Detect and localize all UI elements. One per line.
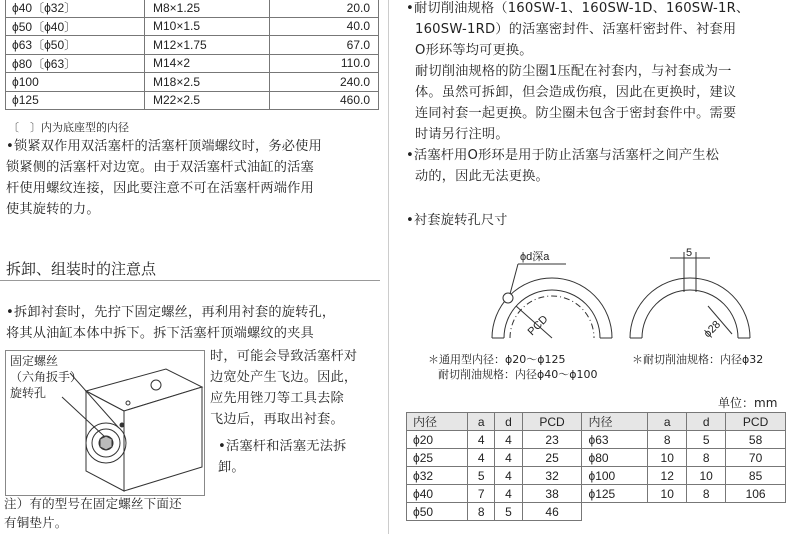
table-cell: 85 (726, 467, 786, 485)
text-line: 体。虽然可拆卸，但会造成伤痕，因此在更换时，建议 (415, 85, 737, 100)
table-header-cell: d (495, 413, 522, 431)
bushing-diagram-general (492, 250, 612, 338)
text-line: 有铜垫片。 (4, 515, 68, 530)
table-cell: 25 (522, 449, 582, 467)
table-cell: 8 (648, 431, 687, 449)
table-cell: 106 (726, 485, 786, 503)
table-row (6, 0, 379, 17)
table-cell: 32 (522, 467, 582, 485)
text-line: •活塞杆用O形环是用于防止活塞与活塞杆之间产生松 (406, 148, 720, 163)
diagram-label-diameter: ϕ28 (701, 318, 724, 341)
table-cell: 58 (726, 431, 786, 449)
unit-label: 单位：mm (718, 396, 778, 410)
table-row (6, 73, 379, 92)
table-cell: 4 (495, 485, 522, 503)
section-divider (0, 280, 380, 281)
caption-general (428, 352, 598, 382)
table-header-cell: PCD (726, 413, 786, 431)
table-row (6, 54, 379, 73)
table-cell (582, 503, 648, 521)
bushing-diagrams (470, 244, 790, 354)
table-header-cell: a (468, 413, 495, 431)
text-line: 将其从油缸本体中拆下。拆下活塞杆顶端螺纹的夹具 (6, 326, 314, 341)
text-line: 使其旋转的力。 (6, 202, 100, 217)
table-row (6, 36, 379, 55)
text-line: 锁紧侧的活塞杆对边宽。由于双活塞杆式油缸的活塞 (6, 160, 314, 175)
table-cell: ϕ63〔ϕ50〕 (6, 36, 145, 55)
table-row (407, 467, 786, 485)
table-cell: 5 (495, 503, 522, 521)
table-cell: 4 (495, 449, 522, 467)
table-row (6, 17, 379, 36)
table-cell: 5 (468, 467, 495, 485)
table-cell: ϕ50 (407, 503, 468, 521)
text-line: 耐切削油规格的防尘圈1压配在衬套内，与衬套成为一 (415, 64, 732, 79)
bushing-diagram-oilproof (630, 247, 750, 340)
table-cell: 10 (648, 485, 687, 503)
table-cell: 10 (648, 449, 687, 467)
table-cell (726, 503, 786, 521)
table-row (407, 431, 786, 449)
table-cell: M8×1.25 (145, 0, 270, 17)
table-cell: 4 (495, 431, 522, 449)
diagram-label-width: 5 (686, 247, 693, 259)
table-cell: 7 (468, 485, 495, 503)
thread-table-footnote: 〔 〕内为底座型的内径 (8, 121, 129, 134)
rotation-hole-label: 旋转孔 (10, 386, 47, 400)
table-cell: ϕ100 (6, 73, 145, 92)
disassembly-note-cont (210, 346, 357, 430)
text-line: 注）有的型号在固定螺丝下面还 (4, 496, 182, 511)
bushing-dimension-table (406, 412, 786, 521)
table-cell: M22×2.5 (145, 91, 270, 110)
section-title: 拆卸、组装时的注意点 (6, 260, 157, 278)
figure-labels (10, 353, 82, 401)
table-header-cell: 内径 (582, 413, 648, 431)
table-cell: 10 (687, 467, 726, 485)
table-cell: 4 (468, 431, 495, 449)
table-header-cell: PCD (522, 413, 582, 431)
table-row (407, 503, 786, 521)
table-cell: ϕ50〔ϕ40〕 (6, 17, 145, 36)
table-cell: M10×1.5 (145, 17, 270, 36)
table-header-cell: a (648, 413, 687, 431)
table-cell: 8 (687, 449, 726, 467)
table-cell: ϕ125 (6, 91, 145, 110)
washer-note (4, 494, 182, 532)
text-line: 杆使用螺纹连接，因此要注意不可在活塞杆两端作用 (6, 181, 314, 196)
text-line: 160SW-1RD）的活塞密封件、活塞杆密封件、衬套用 (415, 22, 737, 37)
text-line: 连同衬套一起更换。防尘圈未包含于密封套件中。需要 (415, 106, 737, 121)
text-line: 卸。 (218, 460, 245, 475)
rod-piston-note (218, 436, 346, 478)
table-cell: 40.0 (270, 17, 379, 36)
table-cell: 20.0 (270, 0, 379, 17)
text-line: 时请另行注明。 (415, 127, 509, 142)
text-line: •活塞杆和活塞无法拆 (218, 439, 347, 454)
table-header-row (407, 413, 786, 431)
column-divider (388, 0, 389, 534)
table-cell: 460.0 (270, 91, 379, 110)
table-cell: 70 (726, 449, 786, 467)
text-line: 动的，因此无法更换。 (415, 169, 549, 184)
table-cell: ϕ125 (582, 485, 648, 503)
table-cell (687, 503, 726, 521)
table-cell: 110.0 (270, 54, 379, 73)
table-cell: M12×1.75 (145, 36, 270, 55)
table-cell: ϕ40 (407, 485, 468, 503)
table-cell (648, 503, 687, 521)
table-row (407, 485, 786, 503)
cylinder-figure (5, 350, 205, 496)
text-line: ＊通用型内径：ϕ20～ϕ125 (428, 353, 566, 366)
diagram-label-depth: ϕd深a (520, 251, 550, 263)
table-cell: 8 (687, 485, 726, 503)
diagram-label-pcd: PCD (525, 313, 551, 339)
table-cell: M14×2 (145, 54, 270, 73)
text-line: •耐切削油规格（160SW-1、160SW-1D、160SW-1R、 (406, 1, 750, 16)
table-cell: ϕ32 (407, 467, 468, 485)
text-line: 边宽处产生飞边。因此， (210, 370, 358, 385)
hex-wrench-label: （六角扳手） (10, 370, 83, 384)
table-cell: ϕ20 (407, 431, 468, 449)
table-cell: 8 (468, 503, 495, 521)
bushing-hole-title: •衬套旋转孔尺寸 (406, 213, 508, 228)
table-header-cell: d (687, 413, 726, 431)
table-cell: 240.0 (270, 73, 379, 92)
table-cell: 5 (687, 431, 726, 449)
set-screw-label: 固定螺丝 (10, 354, 59, 368)
text-line: •锁紧双作用双活塞杆的活塞杆顶端螺纹时，务必使用 (6, 139, 322, 154)
table-cell: ϕ80〔ϕ63〕 (6, 54, 145, 73)
table-cell: 12 (648, 467, 687, 485)
table-cell: 46 (522, 503, 582, 521)
text-line: 应先用锉刀等工具去除 (210, 391, 344, 406)
disassembly-note (6, 302, 335, 344)
caption-oilproof: ＊耐切削油规格：内径ϕ32 (632, 353, 764, 366)
table-cell: ϕ40〔ϕ32〕 (6, 0, 145, 17)
table-cell: 4 (495, 467, 522, 485)
table-cell: 67.0 (270, 36, 379, 55)
text-line: •拆卸衬套时，先拧下固定螺丝，再利用衬套的旋转孔， (6, 305, 336, 320)
table-cell: ϕ100 (582, 467, 648, 485)
text-line: O形环等均可更换。 (415, 43, 533, 58)
table-cell: ϕ63 (582, 431, 648, 449)
table-cell: ϕ80 (582, 449, 648, 467)
text-line: 时，可能会导致活塞杆对 (210, 349, 358, 364)
table-row (407, 449, 786, 467)
text-line: 耐切削油规格：内径ϕ40～ϕ100 (438, 368, 598, 381)
table-cell: 4 (468, 449, 495, 467)
rod-lock-note (6, 136, 322, 220)
table-header-cell: 内径 (407, 413, 468, 431)
seal-replacement-note (406, 0, 749, 187)
thread-spec-table (5, 0, 379, 110)
table-cell: M18×2.5 (145, 73, 270, 92)
table-cell: ϕ25 (407, 449, 468, 467)
table-row (6, 91, 379, 110)
table-cell: 23 (522, 431, 582, 449)
text-line: 飞边后，再取出衬套。 (210, 412, 344, 427)
table-cell: 38 (522, 485, 582, 503)
